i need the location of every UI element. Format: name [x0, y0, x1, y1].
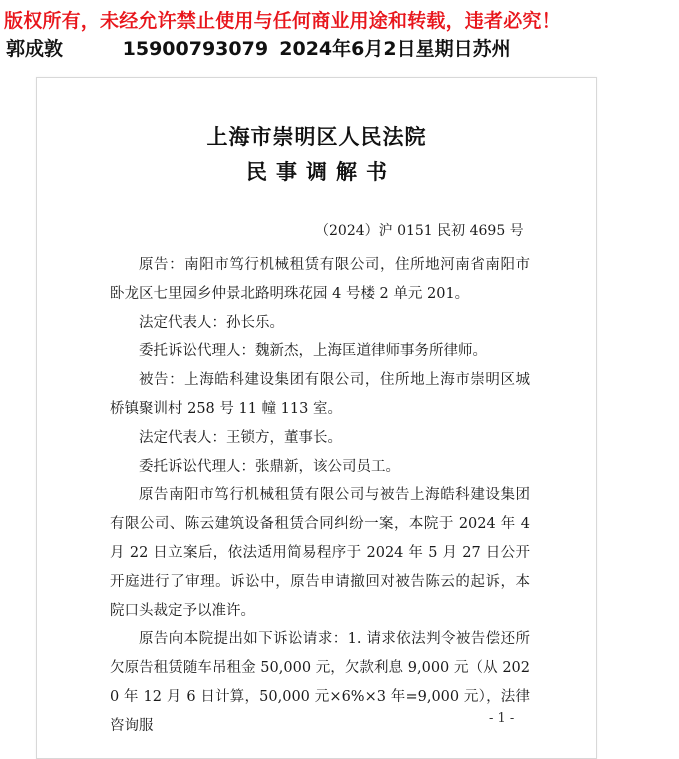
- paragraph-defendant: 被告：上海皓科建设集团有限公司，住所地上海市崇明区城桥镇聚训村 258 号 11 幢 113 室。: [110, 372, 530, 417]
- case-number: （2024）沪 0151 民初 4695 号: [315, 223, 524, 239]
- document-page: [36, 77, 597, 759]
- author-phone: 15900793079: [122, 38, 269, 60]
- document-title: 民事调解书: [246, 159, 396, 184]
- date-location: 2024年6月2日星期日苏州: [279, 38, 511, 60]
- paragraph-claims: 原告向本院提出如下诉讼请求：1. 请求依法判令被告偿还所欠原告租赁随车吊租金 50,000 元，欠款利息 9,000 元（从 2020 年 12 月 6 日计算，50,000 元×6%×3 年=9,000 元），法律咨询服: [110, 631, 530, 734]
- author-byline: [6, 34, 511, 61]
- paragraph-case-summary: 原告南阳市笃行机械租赁有限公司与被告上海皓科建设集团有限公司、陈云建筑设备租赁合同纠纷一案，本院于 2024 年 4 月 22 日立案后，依法适用简易程序于 2024 年 5 月 27 日公开开庭进行了审理。诉讼中，原告申请撤回对被告陈云的起诉，本院口头裁定予以准许。: [110, 487, 530, 619]
- paragraph-plaintiff-legal-rep: 法定代表人：孙长乐。: [139, 314, 284, 331]
- paragraph-defendant-agent: 委托诉讼代理人：张鼎新，该公司员工。: [139, 458, 400, 475]
- paragraph-plaintiff-agent: 委托诉讼代理人：魏新杰，上海匡道律师事务所律师。: [139, 343, 487, 360]
- paragraph-defendant-legal-rep: 法定代表人：王锁方，董事长。: [139, 429, 342, 446]
- author-name: 郭成敦: [6, 38, 64, 60]
- court-name: 上海市崇明区人民法院: [206, 124, 427, 149]
- page-number: - 1 -: [489, 711, 515, 726]
- copyright-notice: 版权所有，未经允许禁止使用与任何商业用途和转载，违者必究！: [4, 10, 561, 32]
- paragraph-plaintiff: 原告：南阳市笃行机械租赁有限公司，住所地河南省南阳市卧龙区七里园乡仲景北路明珠花园 4 号楼 2 单元 201。: [110, 257, 530, 302]
- document-body: [110, 251, 530, 741]
